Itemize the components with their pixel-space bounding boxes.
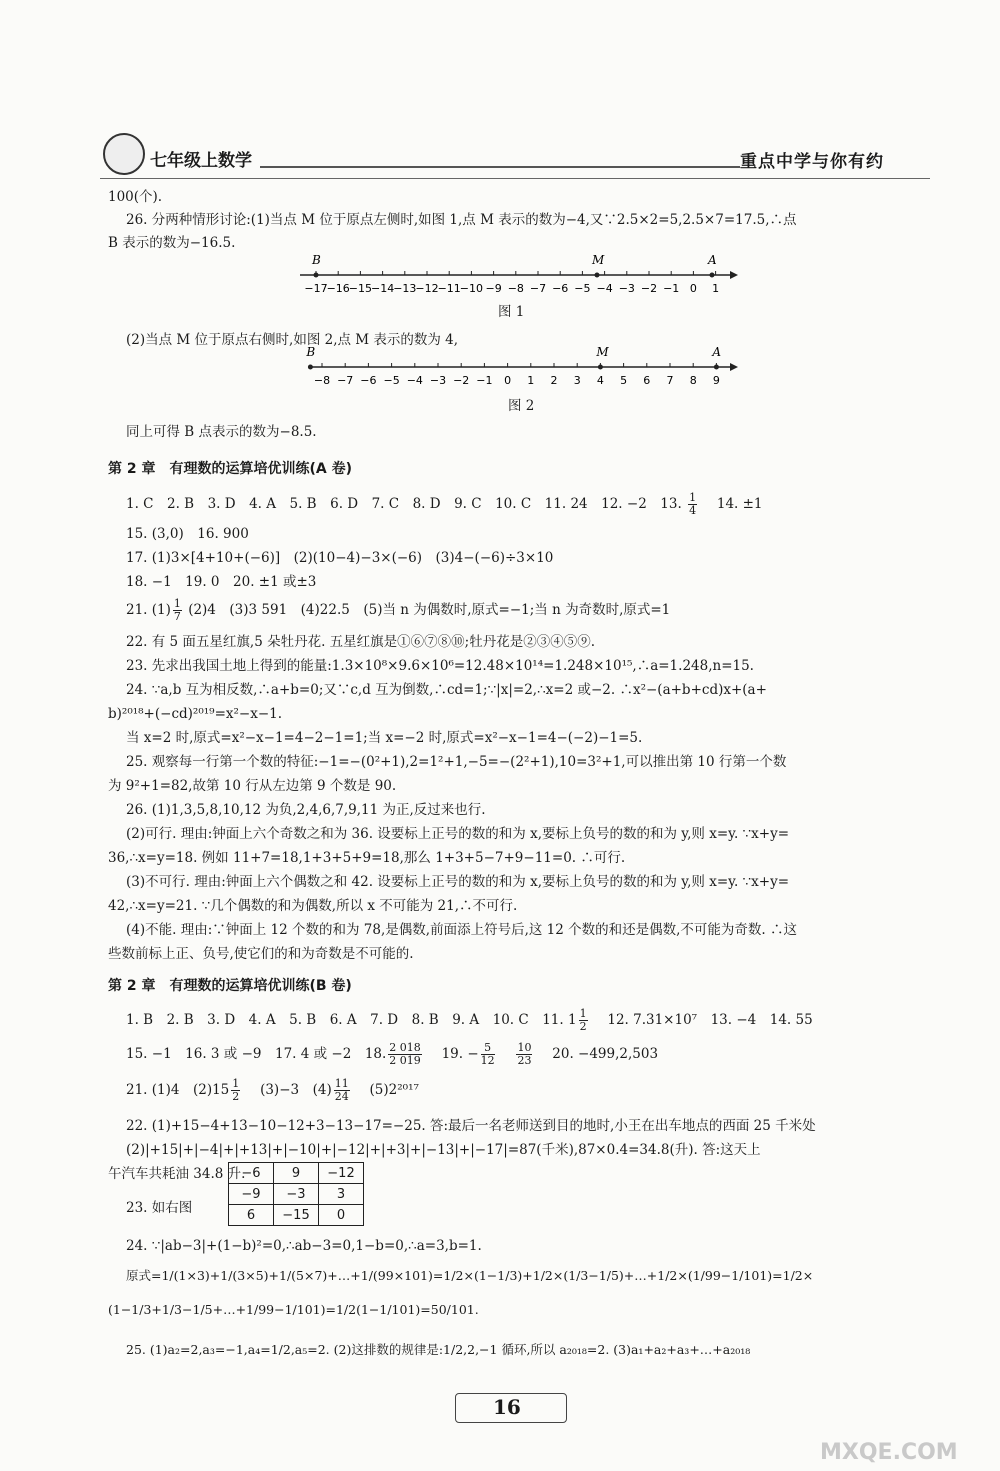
a-q21-fraction: $\frac{1}{7}$ — [173, 597, 181, 623]
number-line-fig1 — [290, 250, 740, 300]
tick-label: −3 — [618, 282, 635, 295]
fig1-label-m: M — [592, 253, 605, 267]
tick-label: −5 — [383, 374, 400, 387]
a-q24-line3: 当 x=2 时,原式=x²−x−1=4−2−1=1;当 x=−2 时,原式=x²−x−1=4−(−2)−1=5. — [126, 730, 643, 746]
number-line-fig2 — [300, 342, 740, 392]
header-underline — [100, 178, 930, 179]
tick-label: 7 — [666, 374, 674, 387]
a-q26-line1: 26. (1)1,3,5,8,10,12 为负,2,4,6,7,9,11 为正,反过来也行. — [126, 802, 486, 818]
tick-label: 6 — [643, 374, 651, 387]
fig2-point-a-label: A — [712, 345, 722, 359]
b-q1-14: 1. B 2. B 3. D 4. A 5. B 6. A 7. D 8. B 9. A 10. C 11. 1 $\frac{1}{2}$ 12. 7.31×10⁷ 13. −4 14. 55 — [126, 1007, 813, 1033]
page-number: 16 — [493, 1395, 521, 1419]
top-line-0: 100(个). — [108, 189, 163, 205]
b-q24-line2: 原式=1/(1×3)+1/(3×5)+1/(5×7)+…+1/(99×101)=1/2×(1−1/3)+1/2×(1/3−1/5)+…+1/2×(1/99−1/101)=1/2× — [126, 1268, 814, 1283]
a-q25-line2: 为 9²+1=82,故第 10 行从左边第 9 个数是 90. — [108, 778, 397, 794]
b-q22-line1: 22. (1)+15−4+13−10−12+3−13−17=−25. 答:最后一名老师送到目的地时,小王在出车地点的西面 25 千米处 — [126, 1118, 816, 1134]
fig2-point-b — [308, 365, 313, 370]
watermark-text: MXQE.COM — [820, 1440, 958, 1465]
a-q24-line1: 24. ∵a,b 互为相反数,∴a+b=0;又∵c,d 互为倒数,∴cd=1;∵|x|=2,∴x=2 或−2. ∴x²−(a+b+cd)x+(a+ — [126, 682, 767, 698]
b-q11-fraction: $\frac{1}{2}$ — [579, 1007, 587, 1033]
a-q26-line7: 些数前标上正、负号,使它们的和为奇数是不可能的. — [108, 946, 414, 962]
b-q22-line3: 午汽车共耗油 34.8 升. — [108, 1166, 246, 1182]
tick-label: −8 — [313, 374, 331, 387]
fig1-point-m — [595, 273, 600, 278]
top-line-2: B 表示的数为−16.5. — [108, 235, 236, 251]
a-q26-line4: (3)不可行. 理由:钟面上六个偶数之和 42. 设要标上正号的数的和为 x,要标上负号的数的和为 y,则 x=y. ∵x+y= — [126, 874, 790, 890]
header-brand: 重点中学与你有约 — [740, 152, 884, 172]
tick-label: 0 — [689, 282, 697, 295]
b-q19-fraction-b: $\frac{10}{23}$ — [517, 1041, 532, 1067]
tick-label: 1 — [527, 374, 535, 387]
top-line-4: 同上可得 B 点表示的数为−8.5. — [126, 424, 317, 440]
tick-label: 2 — [550, 374, 558, 387]
tick-label: −11 — [437, 282, 461, 295]
a-q25-line1: 25. 观察每一行第一个数的特征:−1=−(0²+1),2=1²+1,−5=−(2²+1),10=3²+1,可以推出第 10 行第一个数 — [126, 754, 787, 770]
b-q22-line2: (2)|+15|+|−4|+|+13|+|−10|+|−12|+|+3|+|−13|+|−17|=87(千米),87×0.4=34.8(升). 答:这天上 — [126, 1142, 761, 1158]
tick-label: 9 — [712, 374, 720, 387]
a-q26-line6: (4)不能. 理由:∵钟面上 12 个数的和为 78,是偶数,前面添上符号后,这 12 个数的和还是偶数,不可能为奇数. ∴这 — [126, 922, 797, 938]
tick-label: −1 — [663, 282, 680, 295]
fig1-point-a — [710, 273, 715, 278]
top-line-3: (2)当点 M 位于原点右侧时,如图 2,点 M 表示的数为 4, — [126, 332, 459, 348]
tick-label: −6 — [552, 282, 569, 295]
b-q23-label: 23. 如右图 — [126, 1200, 193, 1216]
tick-label: 3 — [573, 374, 581, 387]
tick-label: −6 — [360, 374, 377, 387]
b-q24-line1: 24. ∵|ab−3|+(1−b)²=0,∴ab−3=0,1−b=0,∴a=3,b=1. — [126, 1238, 482, 1254]
header-title: 七年级上数学 — [150, 151, 252, 171]
tick-label: −15 — [348, 282, 373, 295]
tick-label: −14 — [370, 282, 395, 295]
fig2-point-a — [714, 365, 719, 370]
tick-label: 8 — [689, 374, 697, 387]
fig1-point-b — [314, 273, 319, 278]
tick-label: −4 — [406, 374, 423, 387]
tick-label: 4 — [596, 374, 604, 387]
a-q26-line2: (2)可行. 理由:钟面上六个奇数之和为 36. 设要标上正号的数的和为 x,要标上负号的数的和为 y,则 x=y. ∵x+y= — [126, 826, 790, 842]
fig1-label-b: B — [312, 253, 321, 267]
tick-label: −9 — [485, 282, 502, 295]
b-q15-20: 15. −1 16. 3 或 −9 17. 4 或 −2 18. $\frac{2 018}{2 019}$ 19. − $\frac{5}{12}$ $\frac{10}{23}$ 20. −499,2,503 — [126, 1041, 659, 1067]
tick-label: −13 — [393, 282, 417, 295]
tick-label: −17 — [304, 282, 328, 295]
tick-label: 0 — [504, 374, 512, 387]
section-b-heading: 第 2 章 有理数的运算培优训练(B 卷) — [108, 978, 352, 994]
tick-label: −3 — [429, 374, 447, 387]
b-q18-fraction: $\frac{2 018}{2 019}$ — [389, 1041, 421, 1067]
a-q17: 17. (1)3×[4+10+(−6)] (2)(10−4)−3×(−6) (3)4−(−6)÷3×10 — [126, 550, 554, 566]
tick-label: −2 — [640, 282, 658, 295]
b-q24-line3: (1−1/3+1/3−1/5+…+1/99−1/101)=1/2(1−1/101)=50/101. — [108, 1302, 479, 1317]
tick-label: 1 — [712, 282, 720, 295]
b-q21: 21. (1)4 (2)15 $\frac{1}{2}$ (3)−3 (4) $\frac{11}{24}$ (5)2²⁰¹⁷ — [126, 1077, 419, 1103]
fig2-point-b-label: B — [306, 345, 316, 359]
tick-label: −1 — [476, 374, 493, 387]
tick-label: −4 — [596, 282, 613, 295]
a-q1-13: 1. C 2. B 3. D 4. A 5. B 6. D 7. C 8. D 9. C 10. C 11. 24 12. −2 13. $\frac{1}{4}$ 14. ±1 — [126, 491, 763, 517]
a-q26-line3: 36,∴x=y=18. 例如 11+7=18,1+3+5+9=18,那么 1+3+5−7+9−11=0. ∴可行. — [108, 850, 626, 866]
header-logo — [103, 133, 145, 175]
tick-label: −7 — [337, 374, 354, 387]
a-q24-line2: b)²⁰¹⁸+(−cd)²⁰¹⁹=x²−x−1. — [108, 706, 283, 722]
tick-label: −8 — [507, 282, 524, 295]
fig2-point-m-label: M — [596, 345, 609, 359]
tick-label: 5 — [620, 374, 628, 387]
header-rule — [260, 166, 740, 168]
a-q15: 15. (3,0) 16. 900 — [126, 526, 249, 542]
tick-label: −5 — [574, 282, 591, 295]
a-q22: 22. 有 5 面五星红旗,5 朵牡丹花. 五星红旗是①⑥⑦⑧⑩;牡丹花是②③④⑤⑨. — [126, 634, 596, 650]
a-q18: 18. −1 19. 0 20. ±1 或±3 — [126, 574, 317, 590]
tick-label: −2 — [453, 374, 470, 387]
fig1-caption: 图 1 — [498, 304, 525, 320]
a-q13-fraction: $\frac{1}{4}$ — [689, 491, 697, 517]
tick-label: −12 — [415, 282, 439, 295]
tick-label: −10 — [459, 282, 484, 295]
b-q25: 25. (1)a₂=2,a₃=−1,a₄=1/2,a₅=2. (2)这排数的规律是:1/2,2,−1 循环,所以 a₂₀₁₈=2. (3)a₁+a₂+a₃+…+a₂₀₁₈ — [126, 1342, 751, 1357]
fig2-point-m — [598, 365, 603, 370]
a-q23: 23. 先求出我国土地上得到的能量:1.3×10⁸×9.6×10⁶=12.48×10¹⁴=1.248×10¹⁵,∴a=1.248,n=15. — [126, 658, 754, 674]
fig2-caption: 图 2 — [508, 398, 535, 414]
tick-label: −16 — [326, 282, 350, 295]
b-q23-grid: −6 9 −12 −9 −3 3 6 −15 0 — [228, 1162, 364, 1226]
section-a-heading: 第 2 章 有理数的运算培优训练(A 卷) — [108, 461, 352, 477]
tick-label: −7 — [529, 282, 547, 295]
a-q21: 21. (1) $\frac{1}{7}$ (2)4 (3)3 591 (4)22.5 (5)当 n 为偶数时,原式=−1;当 n 为奇数时,原式=1 — [126, 597, 671, 623]
fig1-label-a: A — [708, 253, 717, 267]
a-q26-line5: 42,∴x=y=21. ∵几个偶数的和为偶数,所以 x 不可能为 21,∴不可行. — [108, 898, 518, 914]
top-line-1: 26. 分两种情形讨论:(1)当点 M 位于原点左侧时,如图 1,点 M 表示的数为−4,又∵2.5×2=5,2.5×7=17.5,∴点 — [126, 212, 797, 228]
b-q19-fraction-a: $\frac{5}{12}$ — [480, 1041, 495, 1067]
